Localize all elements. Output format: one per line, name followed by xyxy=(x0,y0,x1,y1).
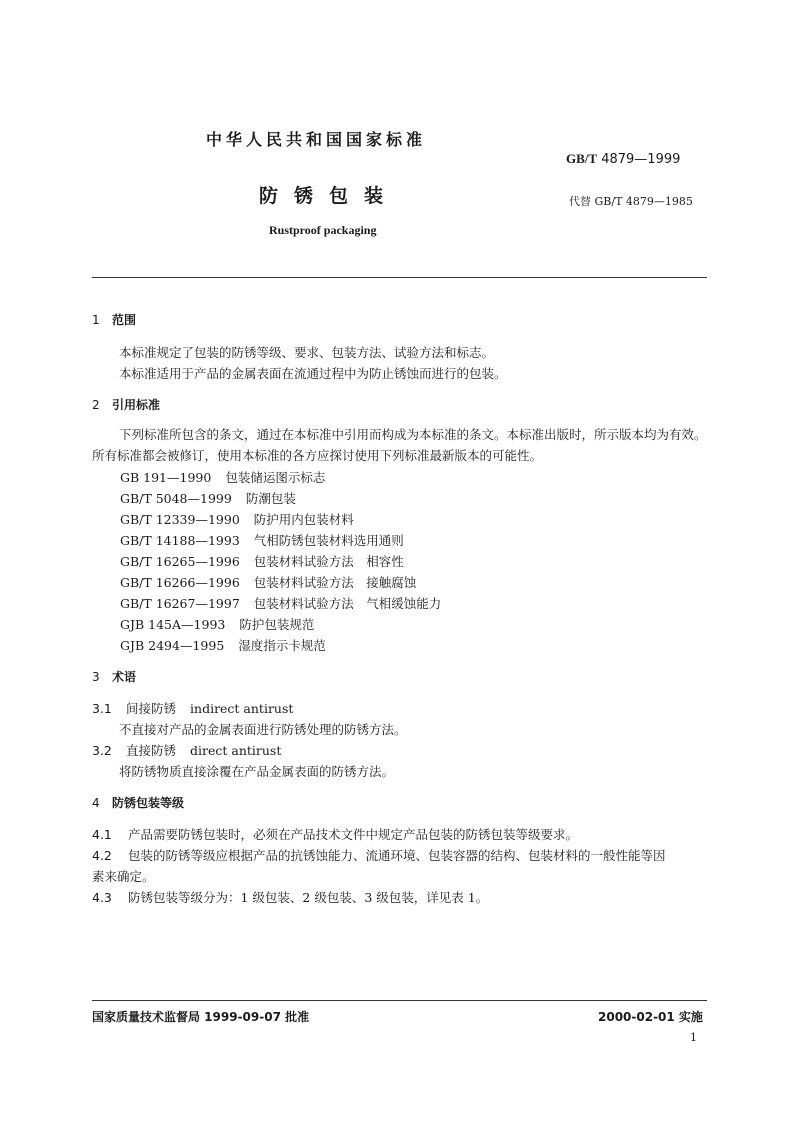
document-title-en: Rustproof packaging xyxy=(269,223,377,237)
standard-prefix: GB/T xyxy=(566,151,598,166)
clause-4-2-continued: 素来确定。 xyxy=(92,869,155,884)
section-title: 引用标准 xyxy=(112,398,161,412)
reference-name: 包装材料试验方法 相容性 xyxy=(253,554,404,569)
reference-item xyxy=(120,489,296,507)
reference-name: 包装储运图示标志 xyxy=(225,470,326,485)
reference-name: 包装材料试验方法 接触腐蚀 xyxy=(253,575,417,590)
term-cn: 间接防锈 xyxy=(126,701,177,716)
section-1-para-1: 本标准规定了包装的防锈等级、要求、包装方法、试验方法和标志。 xyxy=(119,345,495,360)
section-number: 4 xyxy=(92,796,100,810)
section-number: 3 xyxy=(92,670,100,684)
term-cn: 直接防锈 xyxy=(126,743,177,758)
header-divider xyxy=(92,277,707,278)
page-number: 1 xyxy=(690,1031,697,1044)
section-title: 范围 xyxy=(112,313,137,327)
reference-name: 包装材料试验方法 气相缓蚀能力 xyxy=(253,596,442,611)
reference-item xyxy=(120,468,325,486)
reference-code: GB/T 16266—1996 xyxy=(120,575,240,590)
reference-name: 防护用内包装材料 xyxy=(253,512,354,527)
clause-number: 4.2 xyxy=(92,848,112,863)
clause-number: 4.3 xyxy=(92,890,112,905)
reference-item xyxy=(120,510,354,528)
section-4-heading xyxy=(92,794,184,811)
section-2-intro: 下列标准所包含的条文，通过在本标准中引用而构成为本标准的条文。本标准出版时，所示版本均为有效。所有标准都会被修订，使用本标准的各方应探讨使用下列标准最新版本的可能性。 xyxy=(92,427,707,463)
reference-item xyxy=(120,594,441,612)
term-en: indirect antirust xyxy=(190,701,294,716)
term-entry xyxy=(92,699,293,717)
reference-item xyxy=(120,531,404,549)
term-number: 3.2 xyxy=(92,743,112,758)
term-definition: 将防锈物质直接涂覆在产品金属表面的防锈方法。 xyxy=(119,764,395,779)
clause-number: 4.1 xyxy=(92,827,112,842)
reference-code: GB/T 16267—1997 xyxy=(120,596,240,611)
section-title: 术语 xyxy=(112,670,137,684)
document-title-cn: 防锈包装 xyxy=(259,185,400,207)
reference-code: GB/T 12339—1990 xyxy=(120,512,240,527)
replaces-note: 代替 GB/T 4879—1985 xyxy=(569,195,693,208)
clause-text: 产品需要防锈包装时，必须在产品技术文件中规定产品包装的防锈包装等级要求。 xyxy=(128,827,579,842)
clause-4-1 xyxy=(92,825,578,843)
reference-code: GB 191—1990 xyxy=(120,470,212,485)
reference-code: GB/T 16265—1996 xyxy=(120,554,240,569)
section-1-heading xyxy=(92,311,136,328)
section-number: 1 xyxy=(92,313,100,327)
reference-item xyxy=(120,552,404,570)
reference-code: GJB 145A—1993 xyxy=(120,617,226,632)
term-en: direct antirust xyxy=(190,743,282,758)
term-definition: 不直接对产品的金属表面进行防锈处理的防锈方法。 xyxy=(119,722,407,737)
reference-code: GB/T 14188—1993 xyxy=(120,533,240,548)
section-number: 2 xyxy=(92,398,100,412)
reference-name: 湿度指示卡规范 xyxy=(238,638,326,653)
national-standard-heading: 中华人民共和国国家标准 xyxy=(206,130,427,149)
clause-text: 包装的防锈等级应根据产品的抗锈蚀能力、流通环境、包装容器的结构、包装材料的一般性能等因 xyxy=(128,848,666,863)
reference-code: GB/T 5048—1999 xyxy=(120,491,232,506)
effective-date: 2000-02-01 实施 xyxy=(598,1010,703,1024)
section-3-heading xyxy=(92,668,136,685)
reference-code: GJB 2494—1995 xyxy=(120,638,225,653)
reference-item xyxy=(120,636,326,654)
section-title: 防锈包装等级 xyxy=(112,796,185,810)
reference-name: 防潮包装 xyxy=(245,491,296,506)
clause-4-3 xyxy=(92,888,488,906)
section-1-para-2: 本标准适用于产品的金属表面在流通过程中为防止锈蚀而进行的包装。 xyxy=(119,366,507,381)
term-number: 3.1 xyxy=(92,701,112,716)
footer-divider xyxy=(92,1000,707,1001)
clause-4-2 xyxy=(92,846,666,864)
reference-name: 气相防锈包装材料选用通则 xyxy=(253,533,404,548)
reference-name: 防护包装规范 xyxy=(239,617,315,632)
reference-item xyxy=(120,615,314,633)
section-2-heading xyxy=(92,396,160,413)
term-entry xyxy=(92,741,281,759)
issuer-approval: 国家质量技术监督局 1999-09-07 批准 xyxy=(92,1010,310,1024)
standard-code: 4879—1999 xyxy=(601,152,681,167)
standard-number xyxy=(566,151,680,167)
reference-item xyxy=(120,573,416,591)
clause-text: 防锈包装等级分为：1 级包装、2 级包装、3 级包装，详见表 1。 xyxy=(128,890,489,905)
